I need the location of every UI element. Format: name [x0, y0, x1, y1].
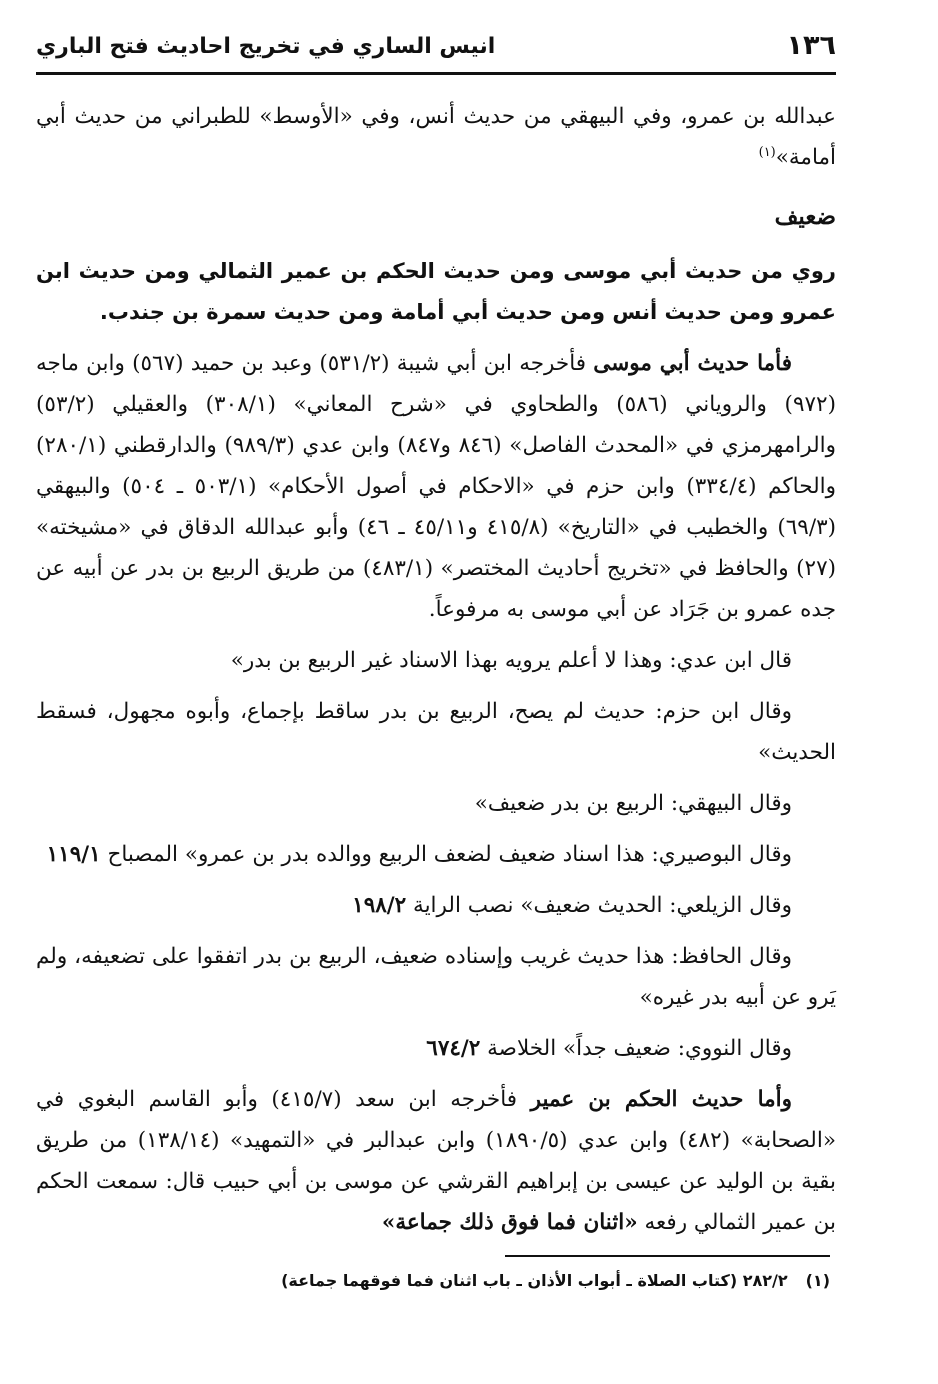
quote-text: وقال الزيلعي: الحديث ضعيف» نصب الراية: [413, 893, 792, 918]
paragraph-text: فأخرجه ابن سعد (٤١٥/٧) وأبو القاسم البغوي في «الصحابة» (٤٨٢) وابن عدي (١٨٩٠/٥) وابن عبدالبر في «التمهيد» (١٣٨/١٤) من طريق بقية بن الوليد عن عيسى بن إبراهيم القرشي عن موسى بن أبي حبيب قال: سمعت الحكم بن عمير الثمالي رفعه: [36, 1087, 836, 1235]
quote-ibn-hazm: وقال ابن حزم: حديث لم يصح، الربيع بن بدر ساقط بإجماع، وأبوه مجهول، فسقط الحديث»: [36, 699, 836, 765]
page-header: [36, 28, 836, 75]
quote-hafiz: وقال الحافظ: هذا حديث غريب وإسناده ضعيف، الربيع بن بدر اتفقوا على تضعيفه، ولم يَرو عن أبيه بدر غيره»: [36, 944, 836, 1010]
quote-text: وقال البوصيري: هذا اسناد ضعيف لضعف الربيع ووالده بدر بن عمرو» المصباح: [107, 842, 792, 867]
paragraph-text: فأخرجه ابن أبي شيبة (٥٣١/٢) وعبد بن حميد (٥٦٧) وابن ماجه (٩٧٢) والروياني (٥٨٦) والطحاوي في «شرح المعاني» (٣٠٨/١) والعقيلي (٥٣/٢) والرامهرمزي في «المحدث الفاصل» (٨٤٦ و٨٤٧) وابن عدي (٩٨٩/٣) والدارقطني (٢٨٠/١) والحاكم (٣٣٤/٤) وابن حزم في «الاحكام في أصول الأحكام» (٥٠٣/١ ـ ٥٠٤) والبيهقي (٦٩/٣) والخطيب في «التاريخ» (٤١٥/٨ و٤٥/١١ ـ ٤٦) وأبو عبدالله الدقاق في «مشيخته» (٢٧) والحافظ في «تخريج أحاديث المختصر» (٤٨٣/١) من طريق الربيع بن بدر عن أبيه عن جده عمرو بن جَرَاد عن أبي موسى به مرفوعاً.: [36, 351, 837, 622]
page-body: [36, 96, 836, 1253]
footnote-text: ٢٨٢/٢ (كتاب الصلاة ـ أبواب الأذان ـ باب اثنان فما فوقهما جماعة): [281, 1271, 788, 1290]
section-heading: ضعيف: [774, 203, 836, 230]
footnote-separator: [505, 1255, 830, 1257]
running-title: انيس الساري في تخريج احاديث فتح الباري: [36, 34, 496, 59]
citation-ref: ١٩٨/٢: [352, 893, 407, 918]
footnote-marker: (١): [805, 1271, 830, 1290]
paragraph-abu-musa: [36, 343, 836, 630]
quote-nawawi: [36, 1028, 836, 1069]
paragraph-lead-term: فأما حديث أبي موسى: [593, 351, 792, 376]
paragraph-lead-term: وأما حديث الحكم بن عمير: [530, 1087, 792, 1112]
paragraph-text: عبدالله بن عمرو، وفي البيهقي من حديث أنس، وفي «الأوسط» للطبراني من حديث أبي أمامة»: [36, 104, 836, 170]
quote-bayhaqi: وقال البيهقي: الربيع بن بدر ضعيف»: [474, 791, 792, 816]
page-number: ١٣٦: [786, 30, 836, 61]
quote-text: وقال النووي: ضعيف جداً» الخلاصة: [487, 1036, 792, 1061]
paragraph-hakam: [36, 1079, 836, 1243]
lead-paragraph: روي من حديث أبي موسى ومن حديث الحكم بن عمير الثمالي ومن حديث ابن عمرو ومن حديث أنس ومن حديث أبي أمامة ومن حديث سمرة بن جندب.: [36, 259, 836, 324]
paragraph-continuation: [36, 96, 836, 178]
footnote-ref: (١): [758, 144, 776, 160]
footnote: [130, 1266, 830, 1296]
citation-ref: ٦٧٤/٢: [426, 1036, 481, 1061]
citation-ref: ١١٩/١: [46, 842, 101, 867]
quote-zaylai: [36, 885, 836, 926]
hadith-quote: «اثنان فما فوق ذلك جماعة»: [381, 1210, 638, 1235]
quote-busiri: [36, 834, 836, 875]
quote-ibn-adi: قال ابن عدي: وهذا لا أعلم يرويه بهذا الاسناد غير الربيع بن بدر»: [230, 648, 792, 673]
